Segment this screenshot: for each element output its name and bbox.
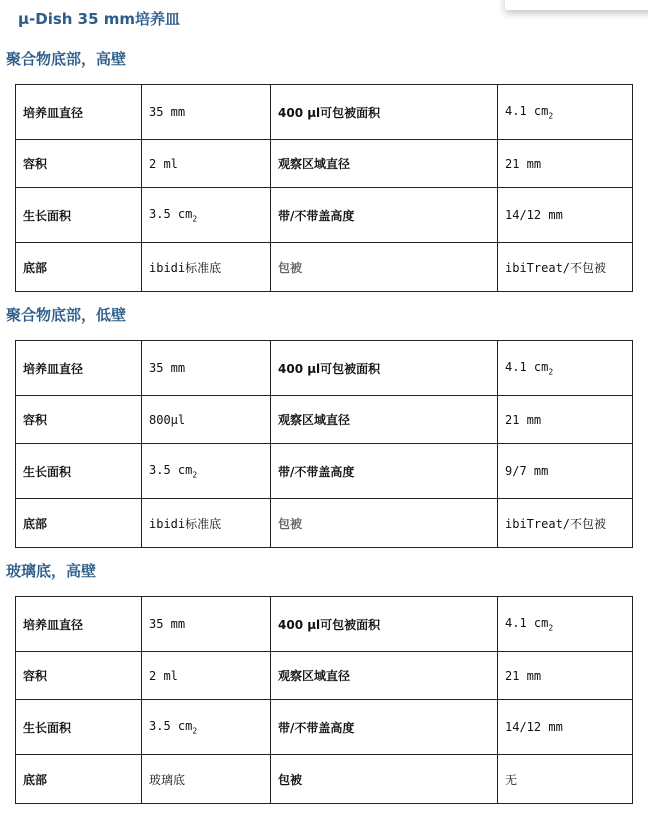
table-row <box>16 700 633 755</box>
value-dish-diameter: 35 mm <box>142 597 271 652</box>
value-height: 9/7 mm <box>498 444 633 499</box>
label-height: 带/不带盖高度 <box>271 700 498 755</box>
label-coating: 包被 <box>271 755 498 804</box>
label-dish-diameter: 培养皿直径 <box>16 85 142 140</box>
value-volume: 800µl <box>142 396 271 444</box>
value-coating-area: 4.1 $cm_2$ <box>498 85 633 140</box>
value-coating-area: 4.1 $cm_2$ <box>498 597 633 652</box>
dropdown-shadow <box>505 0 648 10</box>
table-row <box>16 755 633 804</box>
table-row <box>16 188 633 243</box>
value-growth-area: 3.5 $cm_2$ <box>142 700 271 755</box>
table-row <box>16 85 633 140</box>
label-coating: 包被 <box>271 499 498 548</box>
label-volume: 容积 <box>16 652 142 700</box>
table-row <box>16 140 633 188</box>
value-coating: ibiTreat/不包被 <box>498 243 633 292</box>
table-row <box>16 243 633 292</box>
table-row <box>16 597 633 652</box>
table-row <box>16 341 633 396</box>
label-volume: 容积 <box>16 140 142 188</box>
label-height: 带/不带盖高度 <box>271 188 498 243</box>
value-growth-area: 3.5 $cm_2$ <box>142 444 271 499</box>
value-growth-area: 3.5 $cm_2$ <box>142 188 271 243</box>
label-coating-area: 400 µl可包被面积 <box>271 341 498 396</box>
value-volume: 2 ml <box>142 652 271 700</box>
label-growth-area: 生长面积 <box>16 444 142 499</box>
label-observation-diameter: 观察区域直径 <box>271 396 498 444</box>
section-title-polymer-low: 聚合物底部，低壁 <box>6 306 127 324</box>
value-height: 14/12 mm <box>498 188 633 243</box>
label-bottom: 底部 <box>16 243 142 292</box>
label-volume: 容积 <box>16 396 142 444</box>
section-title-polymer-high: 聚合物底部，高壁 <box>6 50 127 68</box>
label-bottom: 底部 <box>16 755 142 804</box>
label-coating-area: 400 µl可包被面积 <box>271 597 498 652</box>
table-row <box>16 396 633 444</box>
table-row <box>16 444 633 499</box>
value-coating-area: 4.1 $cm_2$ <box>498 341 633 396</box>
label-coating: 包被 <box>271 243 498 292</box>
label-bottom: 底部 <box>16 499 142 548</box>
label-growth-area: 生长面积 <box>16 700 142 755</box>
value-bottom: ibidi标准底 <box>142 243 271 292</box>
value-coating: 无 <box>498 755 633 804</box>
value-observation-diameter: 21 mm <box>498 140 633 188</box>
value-observation-diameter: 21 mm <box>498 652 633 700</box>
label-dish-diameter: 培养皿直径 <box>16 597 142 652</box>
page-title: µ-Dish 35 mm培养皿 <box>18 10 181 28</box>
spec-table-polymer-high <box>15 84 633 292</box>
spec-table-glass-high <box>15 596 633 804</box>
label-growth-area: 生长面积 <box>16 188 142 243</box>
spec-table-polymer-low <box>15 340 633 548</box>
label-height: 带/不带盖高度 <box>271 444 498 499</box>
value-dish-diameter: 35 mm <box>142 341 271 396</box>
value-bottom: ibidi标准底 <box>142 499 271 548</box>
value-observation-diameter: 21 mm <box>498 396 633 444</box>
table-row <box>16 499 633 548</box>
label-coating-area: 400 µl可包被面积 <box>271 85 498 140</box>
value-bottom: 玻璃底 <box>142 755 271 804</box>
value-coating: ibiTreat/不包被 <box>498 499 633 548</box>
value-height: 14/12 mm <box>498 700 633 755</box>
value-dish-diameter: 35 mm <box>142 85 271 140</box>
label-observation-diameter: 观察区域直径 <box>271 652 498 700</box>
value-volume: 2 ml <box>142 140 271 188</box>
label-observation-diameter: 观察区域直径 <box>271 140 498 188</box>
table-row <box>16 652 633 700</box>
section-title-glass-high: 玻璃底，高壁 <box>6 562 97 580</box>
label-dish-diameter: 培养皿直径 <box>16 341 142 396</box>
